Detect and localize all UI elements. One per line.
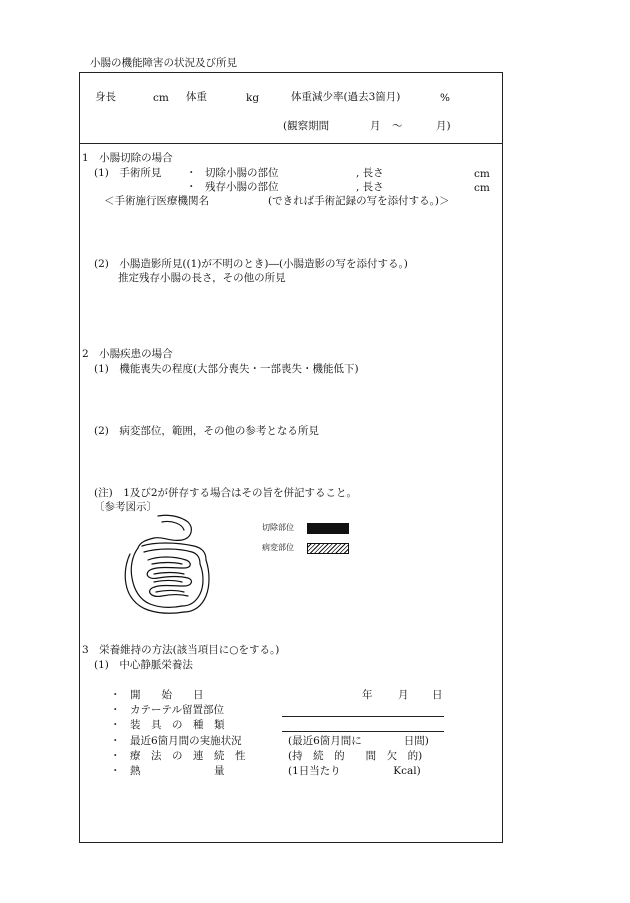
- bullet: ・: [186, 181, 197, 193]
- bullet: ・: [110, 689, 121, 701]
- section-2-item-2: (2) 病変部位，範囲，その他の参考となる所見: [94, 425, 319, 437]
- section-1-item-2-sub: 推定残存小腸の長さ，その他の所見: [118, 272, 286, 284]
- hospital-name-note: (できれば手術記録の写を添付する。)＞: [268, 195, 450, 207]
- resected-site-label: 切除小腸の部位: [205, 167, 279, 179]
- continuity-value: (持 続 的 間 欠 的): [288, 750, 423, 762]
- recent-status-value: (最近6箇月間に 日間): [288, 735, 429, 747]
- remaining-site-label: 残存小腸の部位: [205, 181, 279, 193]
- legend-resected-label: 切除部位: [262, 523, 294, 532]
- bullet: ・: [110, 719, 121, 731]
- observation-tilde: ～: [392, 120, 403, 132]
- start-date-month: 月: [398, 689, 409, 701]
- calories-value: (1日当たり Kcal): [288, 765, 421, 777]
- calories-label: 熱 量: [130, 765, 225, 777]
- observation-month-1: 月: [370, 120, 381, 132]
- recent-status-label: 最近6箇月間の実施状況: [130, 735, 242, 747]
- section-1-item-1: (1) 手術所見: [94, 167, 162, 179]
- bullet: ・: [186, 167, 197, 179]
- note-text: (注) 1及び2が併存する場合はその旨を併記すること。: [94, 487, 358, 499]
- bullet: ・: [110, 765, 121, 777]
- start-date-label: 開 始 日: [130, 689, 204, 701]
- section-1-item-2: (2) 小腸造影所見((1)が不明のとき)―(小腸造影の写を添付する。): [94, 258, 408, 270]
- start-date-year: 年: [362, 689, 373, 701]
- legend-resected-swatch: [307, 523, 349, 534]
- section-3-title: 3 栄養維持の方法(該当項目に○をする。): [82, 644, 280, 656]
- continuity-label: 療 法 の 連 続 性: [130, 750, 246, 762]
- legend-lesion-swatch: [307, 543, 349, 554]
- device-type-field-line: [282, 731, 444, 732]
- bullet: ・: [110, 750, 121, 762]
- resected-length-label: , 長さ: [356, 167, 384, 179]
- observation-period-open: (観察期間: [283, 120, 330, 132]
- bullet: ・: [110, 735, 121, 747]
- catheter-site-label: カテーテル留置部位: [130, 704, 224, 716]
- reference-figure-label: 〔参考図示〕: [94, 501, 157, 513]
- height-unit: cm: [153, 92, 169, 104]
- height-label: 身長: [95, 91, 116, 103]
- intestine-diagram: [118, 512, 218, 616]
- remaining-length-label: , 長さ: [356, 181, 384, 193]
- section-divider: [80, 143, 502, 144]
- start-date-day: 日: [432, 689, 443, 701]
- catheter-site-field-line: [282, 716, 444, 717]
- weight-loss-label: 体重減少率(過去3箇月): [291, 91, 401, 103]
- section-2-item-1: (1) 機能喪失の程度(大部分喪失・一部喪失・機能低下): [94, 363, 359, 375]
- weight-unit: kg: [246, 92, 260, 104]
- bullet: ・: [110, 704, 121, 716]
- section-1-title: 1 小腸切除の場合: [82, 152, 173, 164]
- page-title: 小腸の機能障害の状況及び所見: [90, 57, 237, 69]
- section-3-item-1: (1) 中心静脈栄養法: [94, 659, 193, 671]
- observation-period-close: 月): [436, 120, 451, 132]
- weight-loss-unit: %: [440, 92, 450, 104]
- hospital-name-label: ＜手術施行医療機関名: [104, 195, 209, 207]
- legend-lesion-label: 病変部位: [262, 543, 294, 552]
- remaining-length-unit: cm: [474, 182, 490, 194]
- resected-length-unit: cm: [474, 168, 490, 180]
- section-2-title: 2 小腸疾患の場合: [82, 348, 173, 360]
- weight-label: 体重: [186, 91, 207, 103]
- device-type-label: 装 具 の 種 類: [130, 719, 225, 731]
